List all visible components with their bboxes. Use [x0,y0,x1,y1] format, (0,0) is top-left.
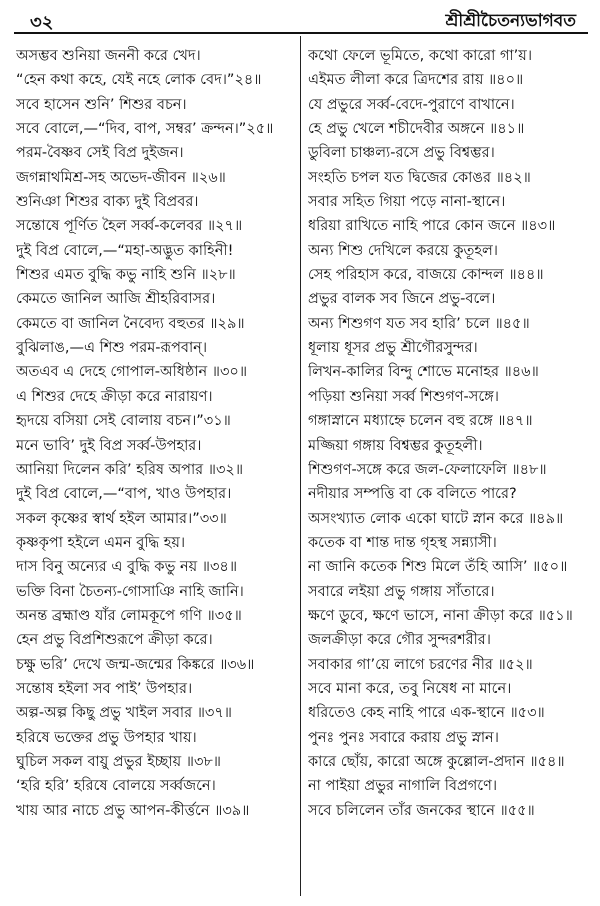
verse-line: অন্য শিশুগণ যত সব হারি’ চলে ॥৪৫॥ [308,315,530,332]
verse-line: শুনিঞা শিশুর বাক্য দুই বিপ্রবর। [16,194,199,211]
verse-line: ডুবিলা চাঞ্চল্য-রসে প্রভু বিশ্বম্ভর। [308,145,495,162]
verse-line: ধরিতেও কেহ নাহি পারে এক-স্থানে ॥৫৩॥ [308,705,545,722]
verse-line: সেহ পরিহাস করে, বাজয়ে কোন্দল ॥৪৪॥ [308,267,544,284]
verse-line: এইমত লীলা করে ত্রিদশের রায় ॥৪০॥ [308,72,524,89]
verse-line: “হেন কথা কহে, যেই নহে লোক বেদ।”২৪॥ [16,72,262,89]
verse-line: না পাইয়া প্রভুর নাগালি বিপ্রগণে। [308,778,498,795]
verse-line: পড়িয়া শুনিয়া সর্ব্ব শিশুগণ-সঙ্গে। [308,388,499,405]
verse-line: জগন্নাথমিশ্র-সহ অভেদ-জীবন ॥২৬॥ [16,169,226,186]
verse-line: হৃদয়ে বসিয়া সেই বোলায় বচন।”৩১॥ [16,413,231,430]
left-text-column [16,44,294,823]
verse-line: হেন প্রভু বিপ্রশিশুরূপে ক্রীড়া করে। [16,632,213,649]
verse-line: কথো ফেলে ভূমিতে, কথো কারো গা’য়। [308,48,533,64]
verse-line: সবে বোলে,—“দিব, বাপ, সম্বর’ ক্রন্দন।”২৫॥ [16,121,274,138]
verse-line: কেমতে জানিল আজি শ্রীহরিবাসর। [16,291,216,308]
verse-line: পুনঃ পুনঃ সবারে করায় প্রভু স্নান। [308,729,499,746]
verse-line: সবে হাসেন শুনি’ শিশুর বচন। [16,96,187,113]
verse-line: হে প্রভু খেলে শচীদেবীর অঙ্গনে ॥৪১॥ [308,121,525,138]
verse-line: ভক্তি বিনা চৈতন্য-গোসাঞি নাহি জানি। [16,583,244,600]
verse-line: এ শিশুর দেহে ক্রীড়া করে নারায়ণ। [16,388,213,405]
verse-line: পরম-বৈষ্ণব সেই বিপ্র দুইজন। [16,145,184,162]
verse-line: সন্তোষ হইলা সব পাই’ উপহার। [16,680,193,697]
verse-line: গঙ্গাস্নানে মধ্যাহ্নে চলেন বহু রঙ্গে ॥৪৭॥ [308,413,533,430]
right-text-column [308,44,592,823]
verse-line: লিখন-কালির বিন্দু শোভে মনোহর ॥৪৬॥ [308,364,539,381]
verse-line: নদীয়ার সম্পত্তি বা কে বলিতে পারে? [308,486,517,503]
verse-line: খায় আর নাচে প্রভু আপন-কীর্ত্তনে ॥৩৯॥ [16,802,250,819]
verse-line: দুই বিপ্র বোলে,—“মহা-অদ্ভুত কাহিনী! [16,242,234,259]
verse-line: অতএব এ দেহে গোপাল-অধিষ্ঠান ॥৩০॥ [16,364,248,381]
header-rule [14,32,588,34]
page-header [10,4,588,34]
verse-line: সন্তোষে পূর্ণিত হৈল সর্ব্ব-কলেবর ॥২৭॥ [16,218,243,235]
verse-line: সংহতি চপল যত দ্বিজের কোঙর ॥৪২॥ [308,169,531,186]
verse-line: সকল কৃষ্ণের স্বার্থ হইল আমার।”৩৩॥ [16,510,227,527]
verse-line: যে প্রভুরে সর্ব্ব-বেদে-পুরাণে বাখানে। [308,96,515,113]
verse-line: সবে মানা করে, তবু নিষেধ না মানে। [308,680,512,697]
verse-line: দুই বিপ্র বোলে,—“বাপ, খাও উপহার। [16,486,232,503]
page-number: ৩২ [30,12,54,33]
verse-line: শিশুগণ-সঙ্গে করে জল-ফেলাফেলি ॥৪৮॥ [308,461,547,478]
verse-line: কারে ছোঁয়, কারো অঙ্গে কুল্লোল-প্রদান ॥৫৪॥ [308,753,565,770]
verse-line: অল্প-অল্প কিছু প্রভু খাইল সবার ॥৩৭॥ [16,705,232,722]
verse-line: কৃষ্ণকৃপা হইলে এমন বুদ্ধি হয়। [16,534,186,551]
verse-line: ধূলায় ধূসর প্রভু শ্রীগৌরসুন্দর। [308,340,478,357]
verse-line: সবারে লইয়া প্রভু গঙ্গায় সাঁতারে। [308,583,495,600]
verse-line: মজ্জিয়া গঙ্গায় বিশ্বম্ভর কুতূহলী। [308,437,483,454]
verse-line: সবে চলিলেন তাঁর জনকের স্থানে ॥৫৫॥ [308,802,535,819]
verse-line: অসম্ভব শুনিয়া জননী করে খেদ। [16,48,201,64]
verse-line: বুঝিলাঙ,—এ শিশু পরম-রূপবান্। [16,340,208,357]
verse-line: অসংখ্যাত লোক একো ঘাটে স্নান করে ॥৪৯॥ [308,510,564,527]
verse-line: অন্য শিশু দেখিলে করয়ে কুতূহল। [308,242,498,259]
verse-line: ‘হরি হরি’ হরিষে বোলয়ে সর্ব্বজনে। [16,778,216,795]
verse-line: হরিষে ভক্তের প্রভু উপহার খায়। [16,729,197,746]
verse-line: সবাকার গা’য়ে লাগে চরণের নীর ॥৫২॥ [308,656,533,673]
verse-line: জলক্রীড়া করে গৌর সুন্দরশরীর। [308,632,491,649]
verse-line: শিশুর এমত বুদ্ধি কভু নাহি শুনি ॥২৮॥ [16,267,236,284]
verse-line: আনিয়া দিলেন করি’ হরিষ অপার ॥৩২॥ [16,461,244,478]
verse-line: মনে ভাবি’ দুই বিপ্র সর্ব্ব-উপহার। [16,437,202,454]
verse-line: চক্ষু ভরি’ দেখে জন্ম-জন্মের কিঙ্করে ॥৩৬॥ [16,656,255,673]
verse-line: না জানি কতেক শিশু মিলে তঁহি আসি’ ॥৫০॥ [308,559,568,576]
column-divider [300,36,301,896]
verse-line: ঘুচিল সকল বায়ু প্রভুর ইচ্ছায় ॥৩৮॥ [16,753,221,770]
verse-line: কতেক বা শান্ত দান্ত গৃহস্থ সন্ন্যাসী। [308,534,497,551]
verse-line: সবার সহিত গিয়া পড়ে নানা-স্থানে। [308,194,506,211]
verse-line: প্রভুর বালক সব জিনে প্রভু-বলে। [308,291,496,308]
running-title: শ্রীশ্রীচৈতন্যভাগবত [445,11,576,31]
verse-line: ক্ষণে ডুবে, ক্ষণে ভাসে, নানা ক্রীড়া করে ॥৫১॥ [308,607,573,624]
verse-line: দাস বিনু অন্যের এ বুদ্ধি কভু নয় ॥৩৪॥ [16,559,238,576]
verse-line: কেমতে বা জানিল নৈবেদ্য বহুতর ॥২৯॥ [16,315,245,332]
verse-line: অনন্ত ব্রহ্মাণ্ড যাঁর লোমকূপে গণি ॥৩৫॥ [16,607,242,624]
verse-line: ধরিয়া রাখিতে নাহি পারে কোন জনে ॥৪৩॥ [308,218,556,235]
